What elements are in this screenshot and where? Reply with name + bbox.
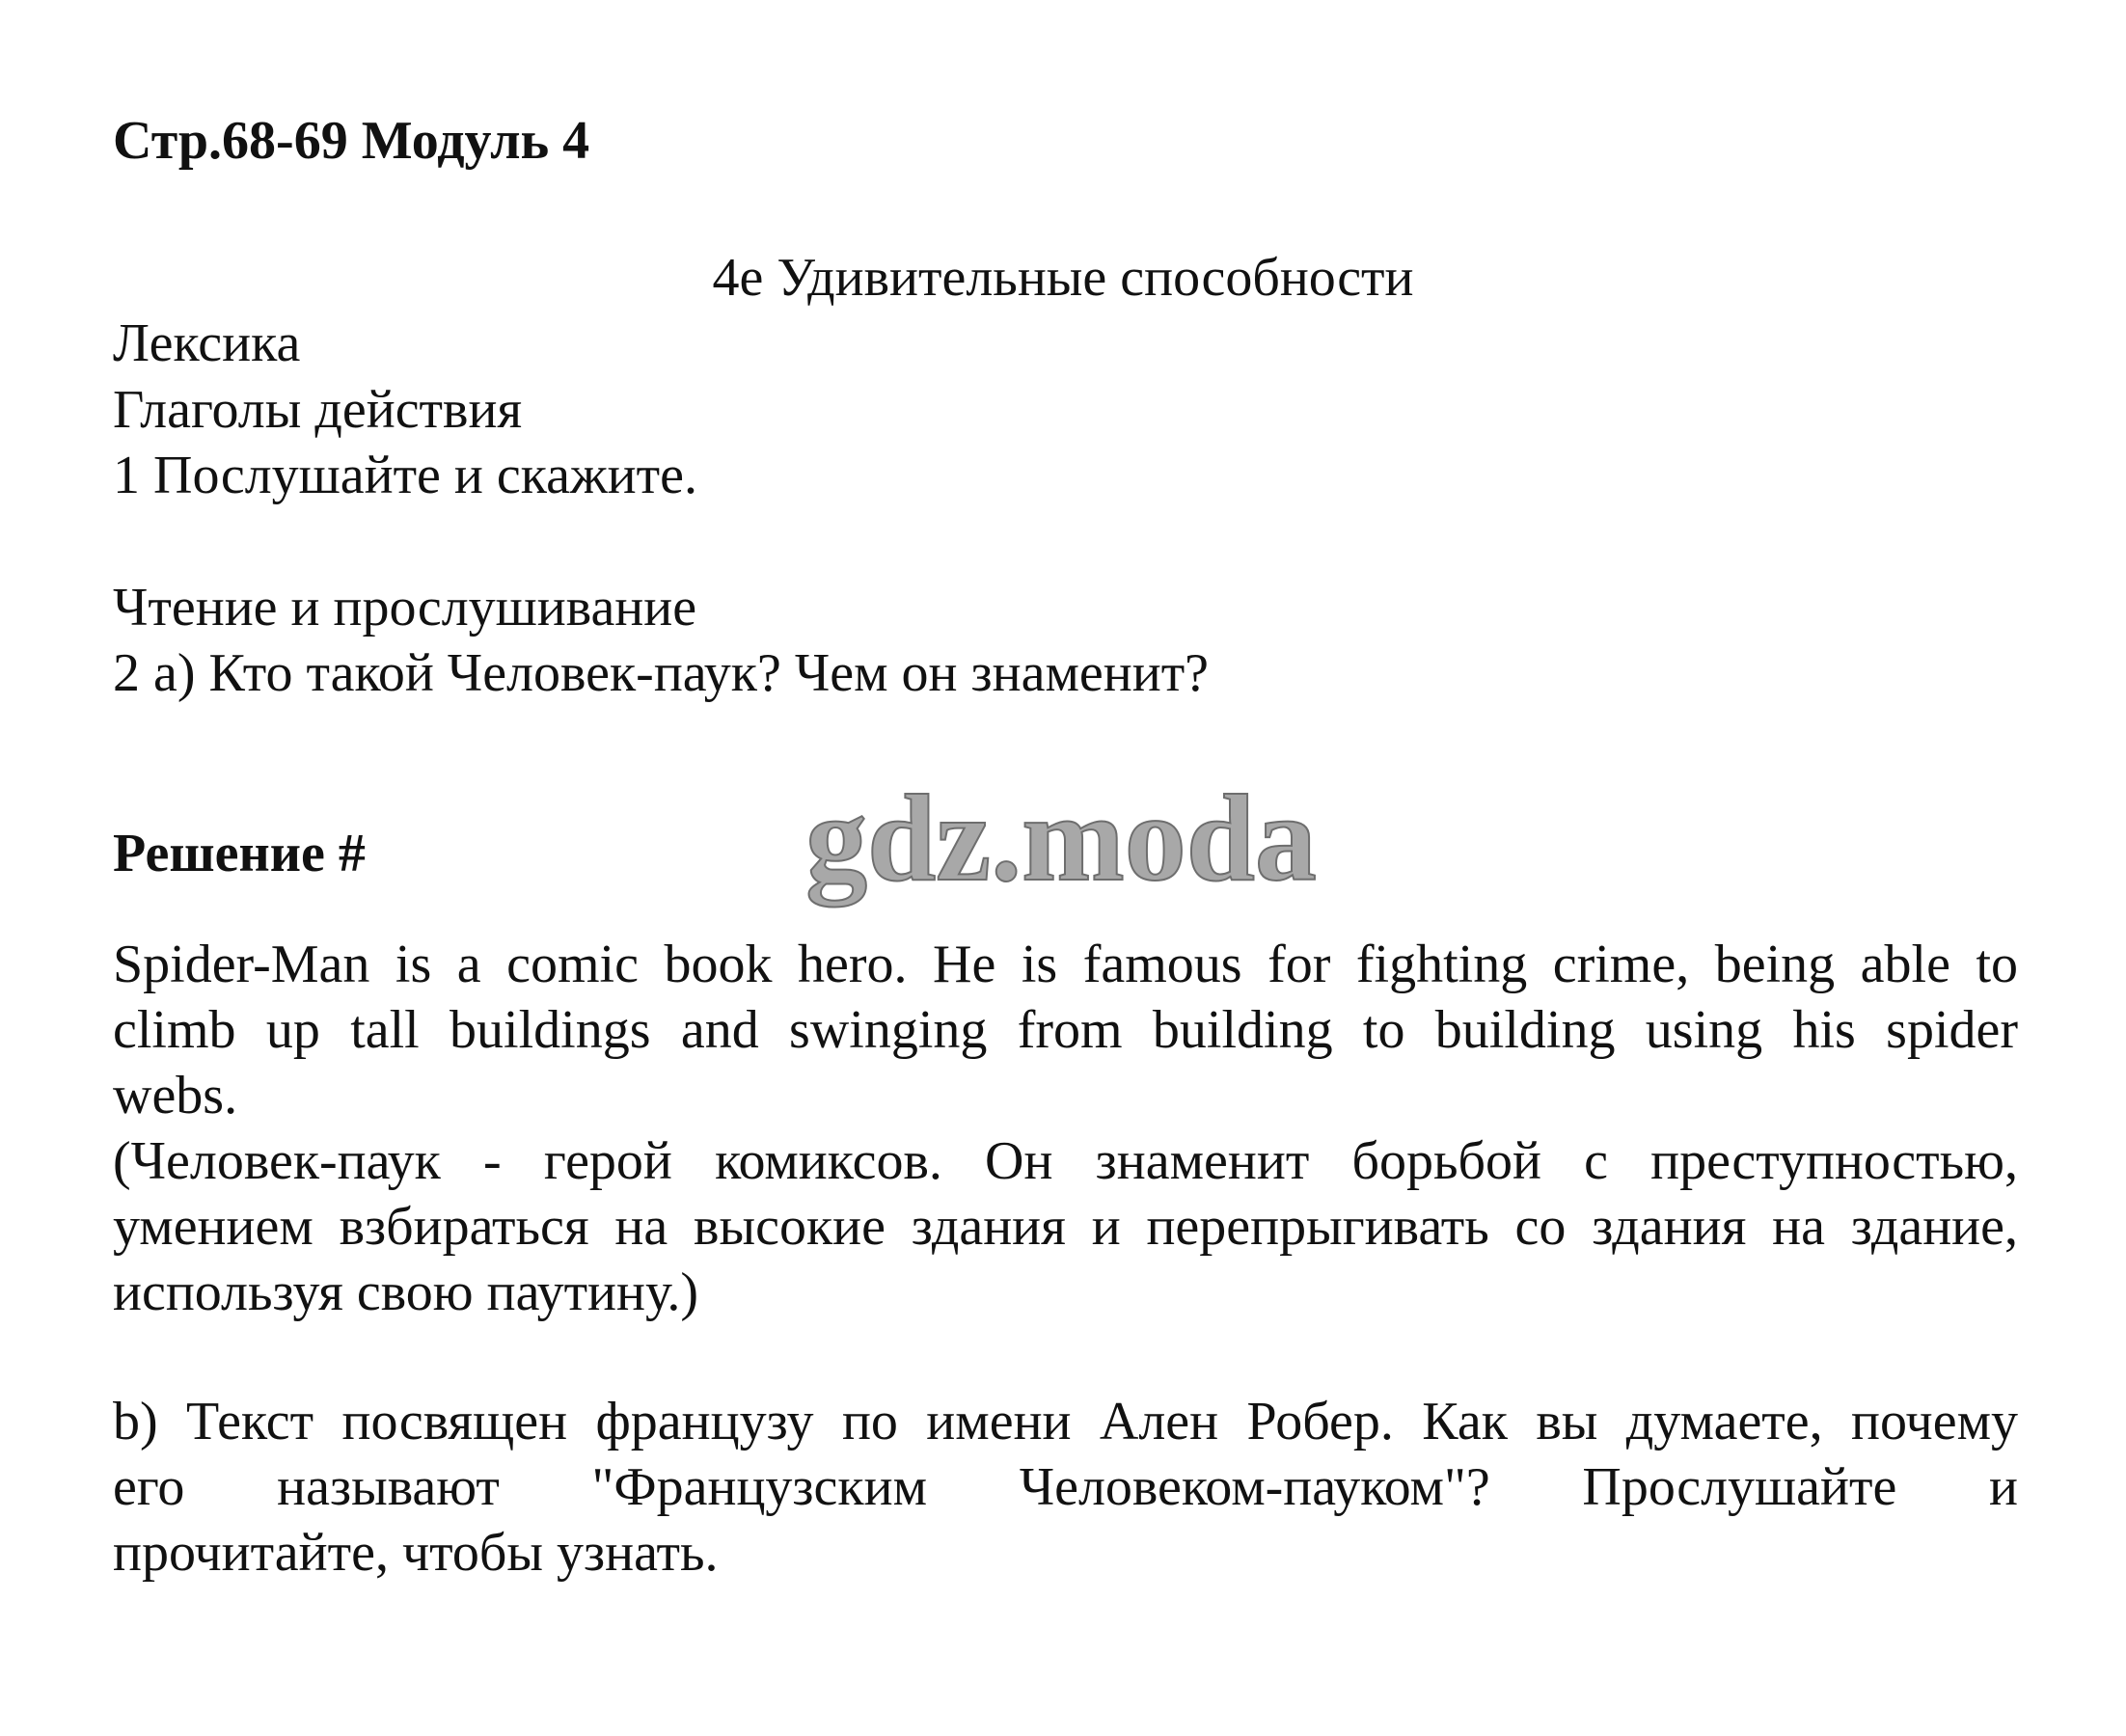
watermark-logo — [752, 772, 1370, 926]
task-1: 1 Послушайте и скажите. — [113, 446, 697, 505]
solution-russian-paragraph — [113, 1128, 2018, 1325]
russian-line: (Человек-паук - герой комиксов. Он знаменит борьбой с преступностью, — [113, 1131, 2018, 1191]
task-2b-line: его называют "Французским Человеком-пауком"? Прослушайте и — [113, 1457, 2018, 1517]
lesson-title: 4e Удивительные способности — [712, 248, 1414, 308]
solution-heading: Решение # — [113, 824, 366, 883]
russian-line: используя свою паутину.) — [113, 1262, 699, 1322]
topic-action-verbs: Глаголы действия — [113, 380, 523, 440]
svg-text:gdz.moda: gdz.moda — [805, 772, 1317, 907]
section-vocabulary: Лексика — [113, 313, 301, 373]
task-2b-line: прочитайте, чтобы узнать. — [113, 1523, 719, 1583]
solution-english-paragraph — [113, 932, 2018, 1128]
page-module-header: Стр.68-69 Модуль 4 — [113, 111, 590, 171]
task-2b-paragraph — [113, 1389, 2018, 1586]
english-line: climb up tall buildings and swinging from building to building using his spider — [113, 1000, 2018, 1060]
section-reading: Чтение и прослушивание — [113, 578, 697, 637]
task-2b-line: b) Текст посвящен французу по имени Ален Робер. Как вы думаете, почему — [113, 1392, 2018, 1451]
task-2a: 2 a) Кто такой Человек-паук? Чем он знаменит? — [113, 643, 1210, 703]
russian-line: умением взбираться на высокие здания и перепрыгивать со здания на здание, — [113, 1197, 2018, 1257]
english-line: Spider-Man is a comic book hero. He is famous for fighting crime, being able to — [113, 935, 2018, 994]
english-line: webs. — [113, 1066, 238, 1126]
